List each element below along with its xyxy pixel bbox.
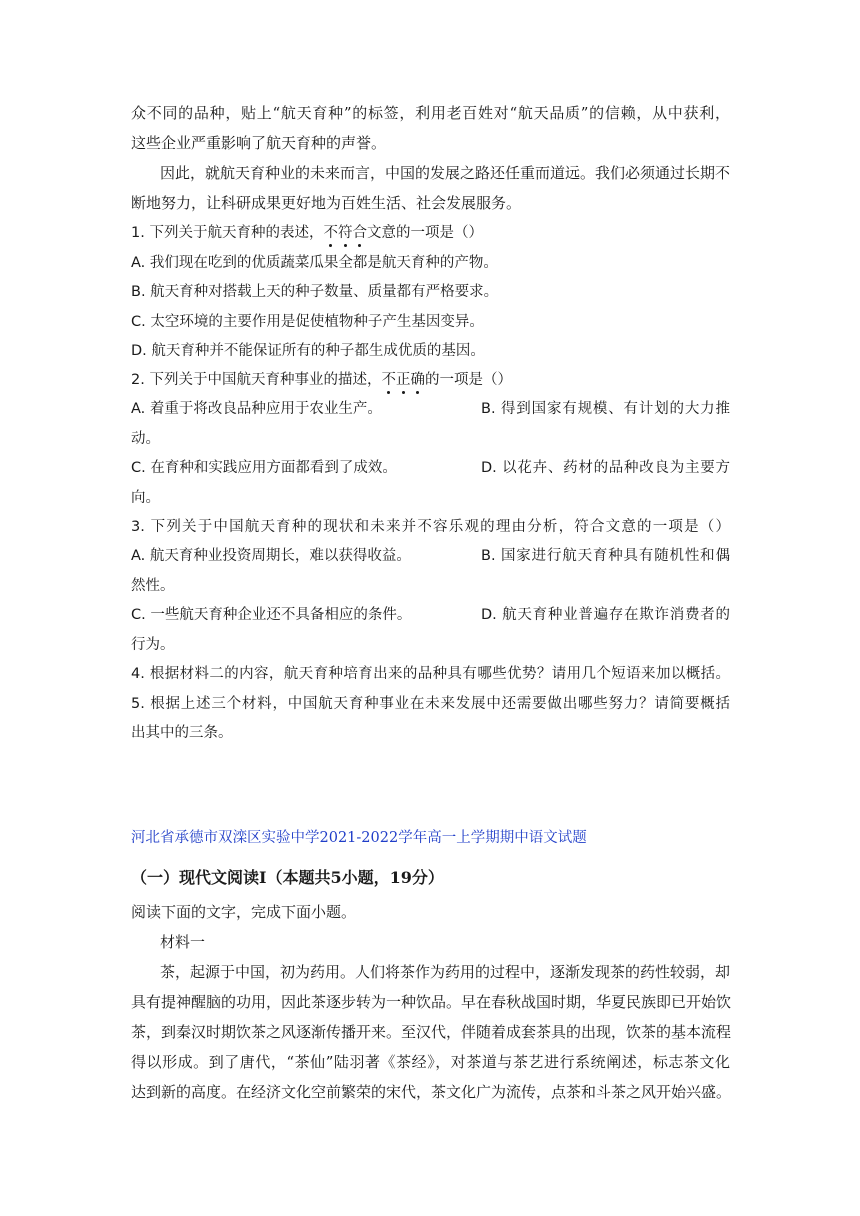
paragraph-line: 这些企业严重影响了航天育种的声誉。: [131, 134, 387, 152]
paragraph-line: 众不同的品种，贴上“航天育种”的标签，利用老百姓对“航天品质”的信赖，从中获利，: [131, 104, 730, 122]
question-4: 4. 根据材料二的内容，航天育种培育出来的品种具有哪些优势？请用几个短语来加以概括。: [131, 666, 730, 682]
question-3-option-b: B. 国家进行航天育种具有随机性和偶: [481, 548, 730, 564]
question-3-stem: 3. 下列关于中国航天育种的现状和未来并不容乐观的理由分析，符合文意的一项是（）: [131, 519, 730, 535]
emphasis-char: 正: [395, 372, 411, 388]
question-2-option-d: D. 以花卉、药材的品种改良为主要方: [481, 460, 730, 476]
question-1-option-d: D. 航天育种并不能保证所有的种子都生成优质的基因。: [131, 343, 485, 359]
paragraph-line: 因此，就航天育种业的未来而言，中国的发展之路还任重而道远。我们必须通过长期不: [160, 164, 731, 182]
paragraph-line: 断地努力，让科研成果更好地为百姓生活、社会发展服务。: [131, 194, 522, 212]
emphasis-char: 符: [337, 225, 353, 241]
emphasis-char: 不: [323, 225, 338, 241]
emphasis-char: 合: [352, 225, 367, 241]
question-3-option-d-cont: 行为。: [131, 637, 175, 653]
passage-line: 茶，到秦汉时期饮茶之风逐渐传播开来。至汉代，伴随着成套茶具的出现，饮茶的基本流程: [131, 1023, 732, 1041]
question-5-line: 5. 根据上述三个材料，中国航天育种事业在未来发展中还需要做出哪些努力？请简要概括: [131, 696, 730, 712]
material-label: 材料一: [160, 933, 206, 951]
question-1-option-c: C. 太空环境的主要作用是促使植物种子产生基因变异。: [131, 314, 484, 330]
question-3-option-a: A. 航天育种业投资周期长，难以获得收益。: [131, 548, 411, 564]
question-2-option-c: C. 在育种和实践应用方面都看到了成效。: [131, 460, 397, 476]
question-2-stem: 2. 下列关于中国航天育种事业的描述，不正确的一项是（）: [131, 372, 512, 388]
question-3-option-c: C. 一些航天育种企业还不具备相应的条件。: [131, 607, 412, 623]
question-5-line: 出其中的三条。: [131, 725, 233, 741]
question-1-option-b: B. 航天育种对搭载上天的种子数量、质量都有严格要求。: [131, 284, 499, 300]
question-1-stem: 1. 下列关于航天育种的表述，不符合文意的一项是（）: [131, 225, 483, 241]
question-1-option-a: A. 我们现在吃到的优质蔬菜瓜果全都是航天育种的产物。: [131, 255, 498, 271]
instruction: 阅读下面的文字，完成下面小题。: [131, 903, 357, 921]
passage-line: 具有提神醒脑的功用，因此茶逐步转为一种饮品。早在春秋战国时期，华夏民族即已开始饮: [131, 993, 732, 1011]
passage-line: 茶，起源于中国，初为药用。人们将茶作为药用的过程中，逐渐发现茶的药性较弱，却: [160, 963, 731, 981]
question-2-option-b: B. 得到国家有规模、有计划的大力推: [481, 401, 730, 417]
emphasis-char: 确: [410, 372, 425, 388]
passage-line: 达到新的高度。在经济文化空前繁荣的宋代，茶文化广为流传，点茶和斗茶之风开始兴盛。: [131, 1083, 732, 1101]
source-link[interactable]: 河北省承德市双滦区实验中学2021-2022学年高一上学期期中语文试题: [131, 830, 587, 846]
question-2-option-d-cont: 向。: [131, 490, 160, 506]
question-2-option-a: A. 着重于将改良品种应用于农业生产。: [131, 401, 382, 417]
question-3-option-b-cont: 然性。: [131, 578, 175, 594]
question-2-option-b-cont: 动。: [131, 431, 160, 447]
passage-line: 得以形成。到了唐代，“茶仙”陆羽著《茶经》，对茶道与茶艺进行系统阐述，标志茶文化: [131, 1053, 730, 1071]
emphasis-char: 不: [381, 372, 396, 388]
section-title: （一）现代文阅读Ⅰ（本题共5小题，19分）: [131, 868, 444, 887]
question-3-option-d: D. 航天育种业普遍存在欺诈消费者的: [481, 607, 730, 623]
